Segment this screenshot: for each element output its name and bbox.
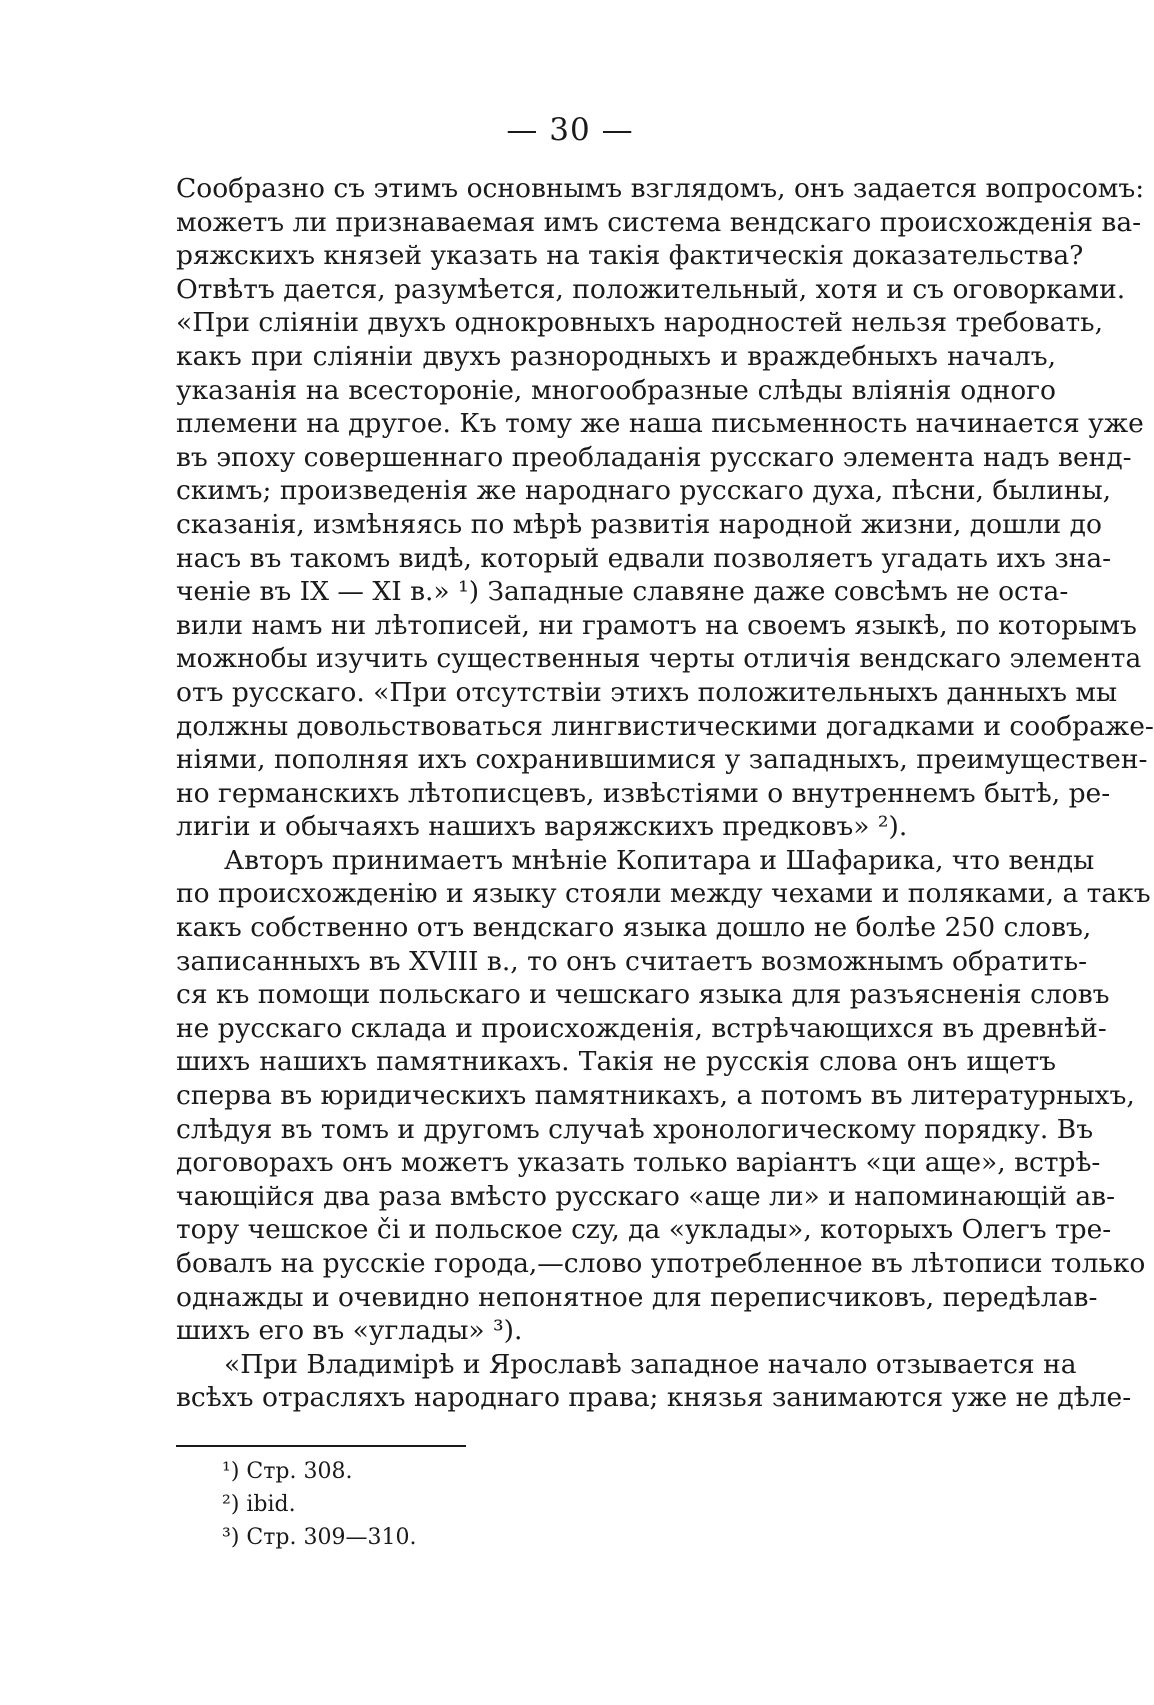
text-line: тору чешское či и польское czy, да «уклады», которыхъ Олегъ тре-	[176, 1214, 1112, 1246]
footnote: ²) ibid.	[222, 1492, 296, 1517]
text-line: должны довольствоваться лингвистическими догадками и соображе-	[176, 710, 1154, 742]
text-line: какъ при сліяніи двухъ разнородныхъ и враждебныхъ началъ,	[176, 340, 1056, 372]
text-line: указанія на всестороніе, многообразные слѣды вліянія одного	[176, 374, 1056, 406]
text-line: однажды и очевидно непонятное для переписчиковъ, передѣлав-	[176, 1281, 1098, 1313]
text-line: Авторъ принимаетъ мнѣніе Копитара и Шафарика, что венды	[224, 844, 1095, 876]
text-line: бовалъ на русскіе города,—слово употребленное въ лѣтописи только	[176, 1248, 1146, 1279]
page-number: — 30 —	[506, 112, 634, 148]
text-line: можетъ ли признаваемая имъ система вендскаго происхожденія ва-	[176, 206, 1142, 238]
text-line: записанныхъ въ XVIII в., то онъ считаетъ возможнымъ обратить-	[176, 945, 1088, 977]
text-line: какъ собственно отъ вендскаго языка дошло не болѣе 250 словъ,	[176, 912, 1092, 944]
text-line: можнобы изучить существенныя черты отличія вендскаго элемента	[176, 643, 1142, 675]
text-line: лигіи и обычаяхъ нашихъ варяжскихъ предковъ» ²).	[176, 811, 908, 843]
text-line: чающійся два раза вмѣсто русскаго «аще ли» и напоминающій ав-	[176, 1180, 1116, 1212]
text-line: насъ въ такомъ видѣ, который едвали позволяетъ угадать ихъ зна-	[176, 542, 1112, 574]
text-line: ченіе въ IX — XI в.» ¹) Западные славяне даже совсѣмъ не оста-	[176, 576, 1069, 608]
text-line: шихъ нашихъ памятникахъ. Такія не русскія слова онъ ищетъ	[176, 1046, 1056, 1078]
footnote: ¹) Стр. 308.	[222, 1459, 353, 1484]
text-line: Отвѣтъ дается, разумѣется, положительный, хотя и съ оговорками.	[176, 273, 1126, 305]
footnote-divider	[176, 1445, 466, 1447]
footnotes	[222, 1455, 416, 1554]
text-line: ніями, пополняя ихъ сохранившимися у западныхъ, преимуществен-	[176, 744, 1148, 776]
text-line: сперва въ юридическихъ памятникахъ, а потомъ въ литературныхъ,	[176, 1080, 1135, 1112]
text-line: въ эпоху совершеннаго преобладанія русскаго элемента надъ венд-	[176, 441, 1132, 473]
text-line: шихъ его въ «углады» ³).	[176, 1315, 523, 1347]
text-line: всѣхъ отрасляхъ народнаго права; князья занимаются уже не дѣле-	[176, 1382, 1132, 1414]
text-line: вили намъ ни лѣтописей, ни грамотъ на своемъ языкѣ, по которымъ	[176, 609, 1137, 641]
text-line: но германскихъ лѣтописцевъ, извѣстіями о внутреннемъ бытѣ, ре-	[176, 777, 1111, 809]
body-text	[176, 172, 1154, 1415]
text-line: ся къ помощи польскаго и чешскаго языка для разъясненія словъ	[176, 979, 1110, 1011]
text-line: отъ русскаго. «При отсутствіи этихъ положительныхъ данныхъ мы	[176, 676, 1118, 708]
text-line: сказанія, измѣняясь по мѣрѣ развитія народной жизни, дошли до	[176, 508, 1102, 540]
text-line: «При Владимірѣ и Ярославѣ западное начало отзывается на	[224, 1348, 1077, 1380]
text-line: договорахъ онъ можетъ указать только варіантъ «ци аще», встрѣ-	[176, 1147, 1101, 1179]
text-line: скимъ; произведенія же народнаго русскаго духа, пѣсни, былины,	[176, 475, 1112, 507]
text-line: слѣдуя въ томъ и другомъ случаѣ хронологическому порядку. Въ	[176, 1113, 1094, 1145]
text-line: ряжскихъ князей указать на такія фактическія доказательства?	[176, 240, 1084, 272]
text-line: Сообразно съ этимъ основнымъ взглядомъ, онъ задается вопросомъ:	[176, 173, 1145, 204]
footnote: ³) Стр. 309—310.	[222, 1525, 417, 1550]
text-line: племени на другое. Къ тому же наша письменность начинается уже	[176, 408, 1144, 440]
text-line: «При сліяніи двухъ однокровныхъ народностей нельзя требовать,	[176, 307, 1104, 339]
text-line: по происхожденію и языку стояли между чехами и поляками, а такъ	[176, 878, 1151, 910]
text-line: не русскаго склада и происхожденія, встрѣчающихся въ древнѣй-	[176, 1012, 1107, 1044]
